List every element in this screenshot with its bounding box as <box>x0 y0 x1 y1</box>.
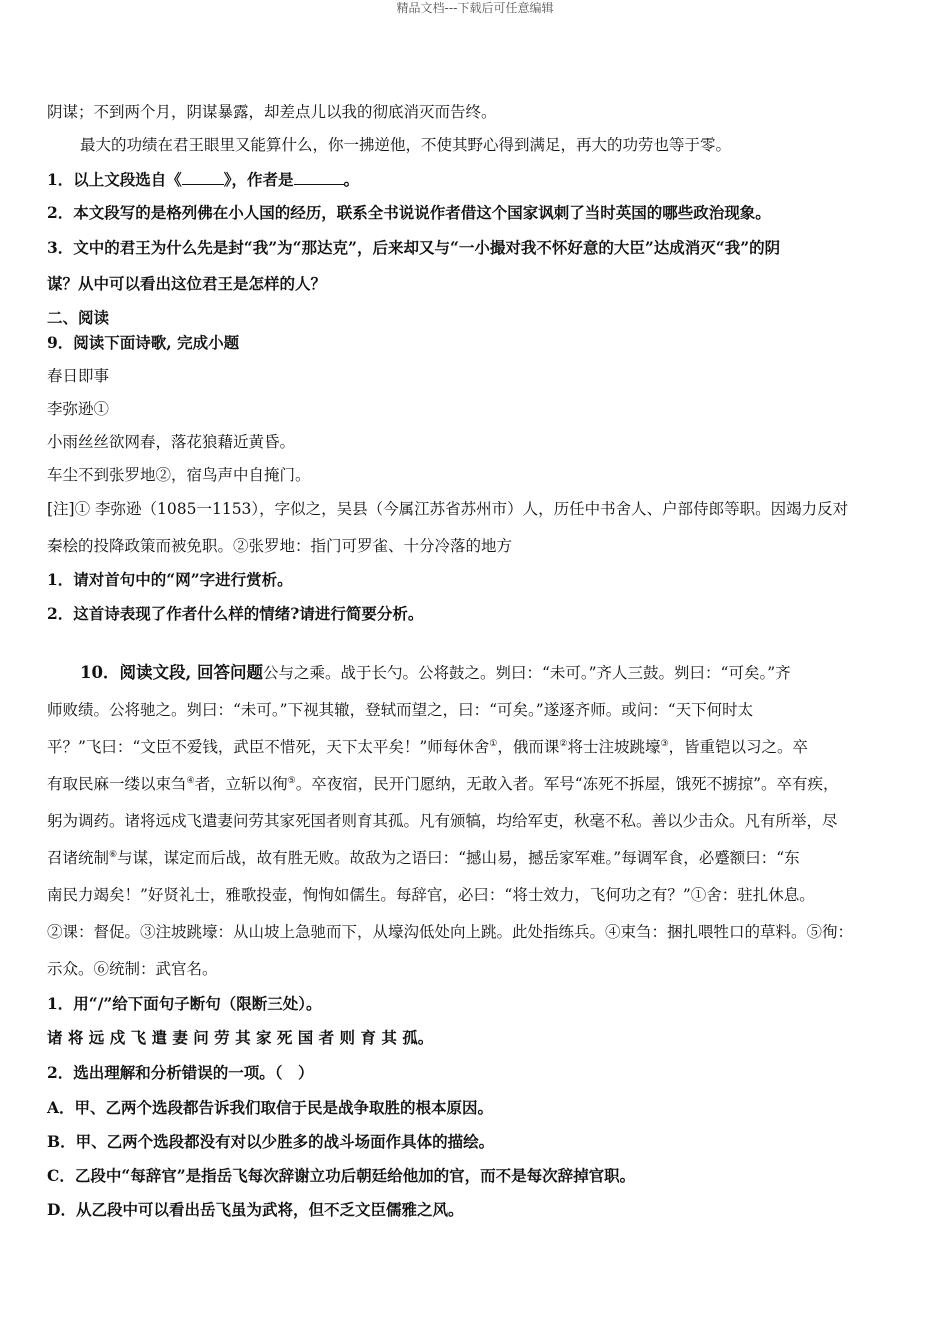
passage-line: 南民力竭矣！”好贤礼士，雅歌投壶，恂恂如儒生。每辞官，必曰：“将士效力，飞何功之有？”①舍：驻扎休息。 <box>47 886 815 904</box>
poem-title: 春日即事 <box>47 367 110 385</box>
question-9-1: 1．请对首句中的“网”字进行赏析。 <box>47 570 293 589</box>
poem-line: 小雨丝丝欲网春，落花狼藉近黄昏。 <box>47 433 296 451</box>
question-9: 9．阅读下面诗歌, 完成小题 <box>47 333 240 352</box>
poem-author: 李弥逊① <box>47 400 110 418</box>
poem-line: 车尘不到张罗地②，宿鸟声中自掩门。 <box>47 466 311 484</box>
sentence-to-punctuate: 诸 将 远 戍 飞 遣 妻 问 劳 其 家 死 国 者 则 育 其 孤。 <box>47 1028 434 1047</box>
question-3: 3．文中的君王为什么先是封“我”为“那达克”，后来却又与“一小撮对我不怀好意的大臣”达成消灭“我”的阴 <box>47 238 781 257</box>
poem-note: 秦桧的投降政策而被免职。②张罗地：指门可罗雀、十分冷落的地方 <box>47 537 513 555</box>
page-header: 精品文档---下载后可任意编辑 <box>396 1 554 15</box>
option-b: B．甲、乙两个选段都没有对以少胜多的战斗场面作具体的描绘。 <box>47 1132 495 1151</box>
text-line: 谋？从中可以看出这位君王是怎样的人？ <box>47 274 327 293</box>
option-c: C．乙段中“每辞官”是指岳飞每次辞谢立功后朝廷给他加的官，而不是每次辞掉官职。 <box>47 1166 636 1185</box>
text-line: 最大的功绩在君王眼里又能算什么，你一拂逆他，不使其野心得到满足，再大的功劳也等于零。 <box>80 136 732 154</box>
option-a: A．甲、乙两个选段都告诉我们取信于民是战争取胜的根本原因。 <box>47 1098 494 1117</box>
passage-line: 师败绩。公将驰之。刿曰：“未可。”下视其辙，登轼而望之，曰：“可矣。”遂逐齐师。或问：“天下何时太 <box>47 701 754 719</box>
question-9-2: 2．这首诗表现了作者什么样的情绪?请进行简要分析。 <box>47 604 424 623</box>
question-1: 1．以上文段选自《 》，作者是 。 <box>47 170 360 189</box>
section-heading: 二、阅读 <box>47 308 110 327</box>
blank-field <box>294 168 344 185</box>
question-2: 2．本文段写的是格列佛在小人国的经历，联系全书说说作者借这个国家讽刺了当时英国的哪些政治现象。 <box>47 203 771 222</box>
passage-line: 躬为调药。诸将远戍飞遣妻问劳其家死国者则育其孤。凡有颁犒，均给军吏，秋毫不私。善以少击众。凡有所举，尽 <box>47 812 838 830</box>
blank-field <box>182 168 224 185</box>
passage-line: 平？”飞曰：“文臣不爱钱，武臣不惜死，天下太平矣！”师每休舍①，俄而课②将士注坡跳壕③，皆重铠以习之。卒 <box>47 738 809 756</box>
passage-line: 有取民麻一缕以束刍④者，立斩以徇⑤。卒夜宿，民开门愿纳，无敢入者。军号“冻死不拆屋，饿死不掳掠”。卒有疾， <box>47 775 839 793</box>
option-d: D．从乙段中可以看出岳飞虽为武将，但不乏文臣儒雅之风。 <box>47 1200 464 1219</box>
poem-note: [注]① 李弥逊（1085一1153），字似之，吴县（今属江苏省苏州市）人，历任中书舍人、户部侍郎等职。因竭力反对 <box>47 500 849 518</box>
passage-line: 召诸统制⑥与谋，谋定而后战，故有胜无败。故敌为之语曰：“撼山易，撼岳家军难。”每调军食，必蹙额曰：“东 <box>47 849 800 867</box>
text-line: 阴谋；不到两个月，阴谋暴露，却差点儿以我的彻底消灭而告终。 <box>47 103 497 121</box>
question-10-2: 2．选出理解和分析错误的一项。（ ） <box>47 1063 314 1082</box>
passage-notes: 示众。⑥统制：武官名。 <box>47 960 218 978</box>
passage-notes: ②课：督促。③注坡跳壕：从山坡上急驰而下，从壕沟低处向上跳。此处指练兵。④束刍：捆扎喂牲口的草料。⑤徇： <box>47 923 854 941</box>
question-10-1: 1．用“/”给下面句子断句（限断三处）。 <box>47 994 322 1013</box>
question-10: 10．阅读文段, 回答问题公与之乘。战于长勺。公将鼓之。刿曰：“未可。”齐人三鼓。刿曰：“可矣。”齐 <box>80 663 791 682</box>
